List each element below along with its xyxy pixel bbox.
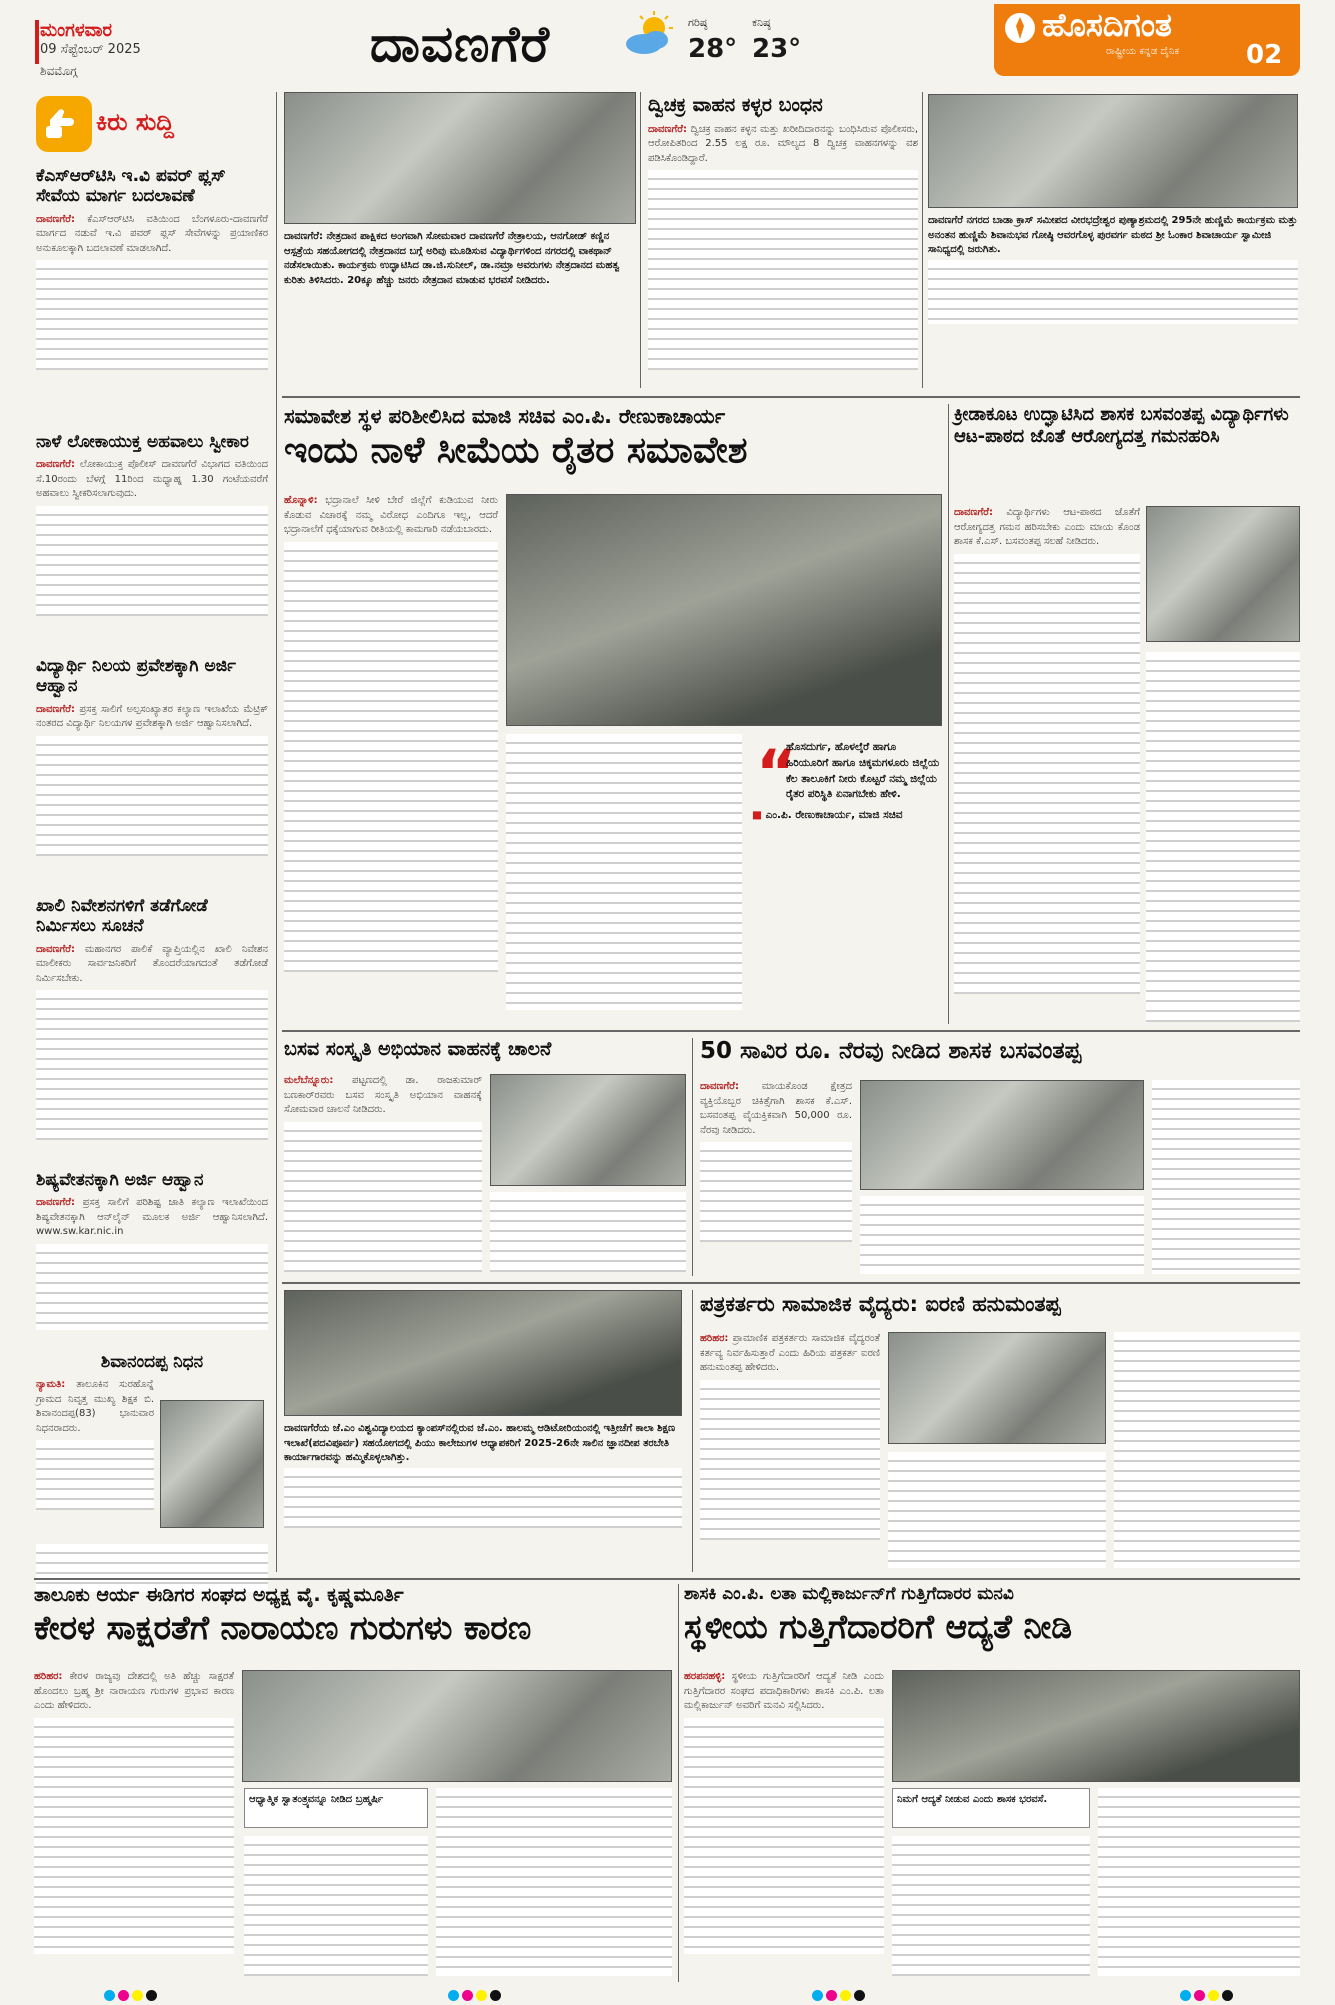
registration-marks (1180, 1986, 1236, 2005)
min-temp-label: ಕನಿಷ್ಠ (752, 16, 771, 29)
photo-caption: ದಾವಣಗೆರೆಯ ಜೆ.ಎಂ ವಿಶ್ವವಿದ್ಯಾಲಯದ ಕ್ಯಾಂಪಸ್‌ನಲ್ಲಿರುವ ಜೆ.ಎಂ. ಹಾಲಮ್ಮ ಆಡಿಟೋರಿಯಂನಲ್ಲಿ ಇತ್ತೀಚೆಗೆ ಕಾಲಾ ಶಿಕ್ಷಣ ಇಲಾಖೆ(ಪದವಿಪೂರ್ವ) ಸಹಯೋಗದಲ್ಲಿ ಪಿಯು ಕಾಲೇಜುಗಳ ಆಧ್ಯಾಪಕರಿಗೆ 2025-26ನೇ ಸಾಲಿನ ಜ್ಞಾನದೀಪ ತರಬೇತಿ ಕಾರ್ಯಾಗಾರವನ್ನು ಹಮ್ಮಿಕೊಳ್ಳಲಾಗಿತ್ತು. (284, 1423, 676, 1463)
headline: ಶಿಷ್ಯವೇತನಕ್ಕಾಗಿ ಅರ್ಜಿ ಆಹ್ವಾನ (36, 1170, 204, 1190)
brand-name: ಹೊಸದಿಗಂತ (1042, 6, 1172, 44)
dateline: ದಾವಣಗೆರೆ: (954, 507, 993, 518)
dateline: ದಾವಣಗೆರೆ: (36, 1197, 75, 1209)
article-body (928, 260, 1298, 324)
basava-body (284, 1074, 482, 1272)
masthead-day: ಮಂಗಳವಾರ (40, 20, 113, 41)
journalists-body (700, 1332, 880, 1540)
section-rule (282, 1282, 1300, 1284)
dateline: ದಾವಣಗೆರೆ: (36, 703, 75, 715)
highlight-text: ನಿಮಗೆ ಆದ್ಯತೆ ನೀಡುವ ಎಂದು ಶಾಸಕ ಭರವಸೆ. (897, 1794, 1048, 1805)
column-divider (276, 92, 277, 1572)
article-lead: ಪ್ರಾಮಾಣಿಕ ಪತ್ರಕರ್ತರು ಸಾಮಾಜಿಕ ವೈದ್ಯರಂತೆ ಕರ್ತವ್ಯ ನಿರ್ವಹಿಸುತ್ತಾರೆ ಎಂದು ಹಿರಿಯ ಪತ್ರಕರ್ತ ಐರಣಿ ಹನುಮಂತಪ್ಪ ಹೇಳಿದರು. (700, 1333, 880, 1373)
aid-story (700, 1038, 1300, 1066)
aid-body (700, 1080, 852, 1242)
column-divider (640, 92, 641, 388)
article-body (892, 1836, 1090, 1976)
lead-story-body (284, 494, 498, 972)
article-body (284, 1468, 682, 1528)
brand-logo-icon (1004, 12, 1036, 44)
headline: ಶಿವಾನಂದಪ್ಪ ನಿಧನ (100, 1352, 204, 1372)
brief-hostel (36, 656, 268, 856)
article-lead: ಪಟ್ಟಣದಲ್ಲಿ ಡಾ. ರಾಜಕುಮಾರ್ ಬಣಕಾರ್‌ರವರು ಬಸವ ಸಂಸ್ಕೃತಿ ಅಭಿಯಾನ ವಾಹನಕ್ಕೆ ಸೋಮವಾರ ಚಾಲನೆ ನೀಡಿದರು. (284, 1075, 482, 1115)
article-body (36, 990, 268, 1140)
obituary-portrait (160, 1400, 264, 1528)
article-body (284, 542, 498, 972)
headline: ನಾಳೆ ಲೋಕಾಯುಕ್ತ ಅಹವಾಲು ಸ್ವೀಕಾರ (36, 432, 249, 452)
journalists-story (700, 1292, 1300, 1317)
headline: ಕೇರಳ ಸಾಕ್ಷರತೆಗೆ ನಾರಾಯಣ ಗುರುಗಳು ಕಾರಣ (34, 1607, 532, 1647)
masthead-accent-bar (35, 20, 39, 64)
dateline: ಹರಪನಹಳ್ಳಿ: (684, 1671, 726, 1682)
max-temp-label: ಗರಿಷ್ಠ (688, 16, 708, 29)
registration-marks (812, 1986, 868, 2005)
brief-lokayukta (36, 432, 268, 616)
article-body (888, 1452, 1106, 1568)
dateline: ನ್ಯಾಮತಿ: (36, 1379, 66, 1391)
attribution-text: ಎಂ.ಪಿ. ರೇಣುಕಾಚಾರ್ಯ, ಮಾಜಿ ಸಚಿವ (765, 809, 903, 821)
kirusuddi-label: ಕಿರು ಸುದ್ದಿ (96, 108, 174, 136)
walkathon-story (284, 92, 636, 288)
lead-kicker: ಶಾಸಕಿ ಎಂ.ಪಿ. ಲತಾ ಮಲ್ಲಿಕಾರ್ಜುನ್‌ಗೆ ಗುತ್ತಿಗೆದಾರರ ಮನವಿ (684, 1584, 1014, 1604)
headline: ಕೆಎಸ್ಆರ್‌ಟಿಸಿ ಇ.ವಿ ಪವರ್ ಪ್ಲಸ್ ಸೇವೆಯ ಮಾರ್ಗ ಬದಲಾವಣೆ (36, 166, 226, 207)
section-rule (282, 1030, 1300, 1032)
masthead-date: 09 ಸೆಪ್ಟೆಂಬರ್ 2025 (40, 42, 141, 57)
column-divider (948, 404, 949, 1024)
article-lead: ಭದ್ರಾನಾಲೆ ಸೀಳಿ ಬೇರೆ ಜಿಲ್ಲೆಗೆ ಕುಡಿಯುವ ನೀರು ಕೊಡುವ ವಿಚಾರಕ್ಕೆ ನಮ್ಮ ವಿರೋಧ ಎಂದಿಗೂ ಇಲ್ಲ, ಆದರೆ ಭದ್ರಾನಾಲೆಗೆ ಧಕ್ಕೆಯಾಗುವ ರೀತಿಯಲ್ಲಿ ಕಾಮಗಾರಿ ನಡೆಯಬಾರದು. (284, 495, 498, 535)
satsang-story (928, 94, 1298, 324)
basava-story (284, 1038, 684, 1061)
pullquote-attribution (752, 809, 942, 822)
sports-story (954, 404, 1300, 447)
article-lead: ಲೋಕಾಯುಕ್ತ ಪೊಲೀಸ್ ದಾವಣಗೆರೆ ವಿಭಾಗದ ವತಿಯಿಂದ ಸೆ.10ರಂದು ಬೆಳಗ್ಗೆ 11ರಿಂದ ಮಧ್ಯಾಹ್ನ 1.30 ಗಂಟೆಯವರೆಗೆ ಅಹವಾಲು ಸ್ವೀಕರಿಸಲಾಗುವುದು. (36, 459, 268, 500)
article-lead: ತಾಲೂಕಿನ ಸುರಹೊನ್ನೆ ಗ್ರಾಮದ ನಿವೃತ್ತ ಮುಖ್ಯ ಶಿಕ್ಷಕ ಬಿ. ಶಿವಾನಂದಪ್ಪ(83) ಭಾನುವಾರ ನಿಧನರಾದರು. (36, 1379, 154, 1434)
article-body (36, 736, 268, 856)
farmers-meeting-photo (506, 494, 942, 726)
photo-caption: ದಾವಣಗೆರೆ: ನೇತ್ರದಾನ ಪಾಕ್ಷಿಕದ ಅಂಗವಾಗಿ ಸೋಮವಾರ ದಾವಣಗೆರೆ ನೇತ್ರಾಲಯ, ಆನಗೋಡ್ ಕಣ್ಣಿನ ಆಸ್ಪತ್ರೆಯ ಸಹಯೋಗದಲ್ಲಿ ನೇತ್ರದಾನದ ಬಗ್ಗೆ ಅರಿವು ಮೂಡಿಸುವ ವಿದ್ಯಾರ್ಥಿಗಳಿಂದ ನಗರದಲ್ಲಿ ವಾಕಥಾನ್ ನಡೆಸಲಾಯಿತು. ಕಾರ್ಯಕ್ರಮ ಉದ್ಘಾಟಿಸಿದ ಡಾ.ಜಿ.ಸುನೀಲ್, ಡಾ.ನಮ್ರಾ ಅವರುಗಳು ನೇತ್ರದಾನದ ಮಹತ್ವ ಕುರಿತು ತಿಳಿಸಿದರು. 20ಕ್ಕೂ ಹೆಚ್ಚು ಜನರು ನೇತ್ರದಾನ ಮಾಡುವ ಭರವಸೆ ನೀಡಿದರು. (284, 231, 620, 286)
highlight-text: ಆಧ್ಯಾತ್ಮಿಕ ಸ್ವಾತಂತ್ರ್ಯವನ್ನೂ ನೀಡಿದ ಬ್ರಹ್ಮರ್ಷಿ (249, 1794, 384, 1805)
article-lead: ಕೇರಳ ರಾಜ್ಯವು ದೇಶದಲ್ಲಿ ಅತಿ ಹೆಚ್ಚು ಸಾಕ್ಷರತೆ ಹೊಂದಲು ಬ್ರಹ್ಮ ಶ್ರೀ ನಾರಾಯಣ ಗುರುಗಳ ಪ್ರಭಾವ ಕಾರಣ ಎಂದು ಹೇಳಿದರು. (34, 1671, 234, 1711)
headline: 50 ಸಾವಿರ ರೂ. ನೆರವು ನೀಡಿದ ಶಾಸಕ ಬಸವಂತಪ್ಪ (700, 1038, 1082, 1064)
aid-photo (860, 1080, 1144, 1190)
contractors-body (684, 1670, 884, 1954)
sports-body (954, 506, 1140, 994)
kerala-body (34, 1670, 234, 1954)
section-rule (34, 1578, 1300, 1580)
article-lead: ಪ್ರಸಕ್ತ ಸಾಲಿಗೆ ಪರಿಶಿಷ್ಟ ಜಾತಿ ಕಲ್ಯಾಣ ಇಲಾಖೆಯಿಂದ ಶಿಷ್ಯವೇತನಕ್ಕಾಗಿ ಆನ್‌ಲೈನ್ ಮೂಲಕ ಅರ್ಜಿ ಆಹ್ವಾನಿಸಲಾಗಿದೆ. www.sw.kar.nic.in (36, 1197, 268, 1238)
lead-kicker: ಸಮಾವೇಶ ಸ್ಥಳ ಪರಿಶೀಲಿಸಿದ ಮಾಜಿ ಸಚಿವ ಎಂ.ಪಿ. ರೇಣುಕಾಚಾರ್ಯ (284, 404, 726, 428)
article-body (700, 1142, 852, 1242)
article-body (284, 1122, 482, 1272)
headline: ಖಾಲಿ ನಿವೇಶನಗಳಿಗೆ ತಡೆಗೋಡೆ ನಿರ್ಮಿಸಲು ಸೂಚನೆ (36, 896, 208, 937)
article-body (700, 1380, 880, 1540)
dateline: ದಾವಣಗೆರೆ: (36, 213, 75, 225)
article-body (244, 1836, 428, 1976)
headline: ಕ್ರೀಡಾಕೂಟ ಉದ್ಘಾಟಿಸಿದ ಶಾಸಕ ಬಸವಂತಪ್ಪ ವಿದ್ಯಾರ್ಥಿಗಳು ಆಟ-ಪಾಠದ ಜೊತೆ ಆರೋಗ್ಯದತ್ತ ಗಮನಹರಿಸಿ (954, 404, 1289, 447)
headline: ಬಸವ ಸಂಸ್ಕೃತಿ ಅಭಿಯಾನ ವಾಹನಕ್ಕೆ ಚಾಲನೆ (284, 1038, 552, 1060)
column-divider (692, 1038, 693, 1276)
pullquote (752, 736, 942, 822)
dateline: ದಾವಣಗೆರೆ: (648, 123, 687, 135)
article-body (1146, 652, 1300, 1022)
contractors-story (684, 1584, 1300, 1646)
column-divider (678, 1584, 679, 1982)
photo-caption: ದಾವಣಗೆರೆ ನಗರದ ಬಾಡಾ ಕ್ರಾಸ್ ಸಮೀಪದ ವೀರಭದ್ರೇಶ್ವರ ಪುಣ್ಯಾಶ್ರಮದಲ್ಲಿ 295ನೇ ಹುಣ್ಣಿಮೆ ಕಾರ್ಯಕ್ರಮ ಮತ್ತು ಅನಂತನ ಹುಣ್ಣಿಮೆ ಶಿವಾನುಭವ ಗೋಷ್ಠಿ ಆವರಗೊಳ್ಳ ಪುರವರ್ಗ ಮಠದ ಶ್ರೀ ಓಂಕಾರ ಶಿವಾಚಾರ್ಯ ಸ್ವಾಮೀಜಿ ಸಾನಿಧ್ಯದಲ್ಲಿ ಜರುಗಿತು. (928, 215, 1298, 255)
page-number: 02 (1246, 40, 1283, 70)
pointing-hand-icon (36, 96, 92, 152)
dateline: ಮಲೆಬೆನ್ನೂರು: (284, 1075, 334, 1086)
obituary (36, 1352, 268, 1592)
article-body (36, 506, 268, 616)
article-body (490, 1192, 686, 1272)
dateline: ಹರಿಹರ: (700, 1333, 729, 1344)
headline: ಸ್ಥಳೀಯ ಗುತ್ತಿಗೆದಾರರಿಗೆ ಆದ್ಯತೆ ನೀಡಿ (684, 1607, 1073, 1647)
dateline: ಹರಿಹರ: (34, 1671, 63, 1682)
section-rule (282, 396, 1300, 398)
dateline: ದಾವಣಗೆರೆ: (36, 459, 75, 471)
lead-story (284, 404, 944, 471)
kerala-photo (242, 1670, 672, 1782)
contractors-highlight-box (892, 1788, 1090, 1828)
square-bullet-icon: ■ (752, 809, 766, 821)
article-body (36, 260, 268, 370)
basava-vehicle-photo (490, 1074, 686, 1186)
sports-photo (1146, 506, 1300, 642)
kerala-highlight-box (244, 1788, 428, 1828)
walkathon-photo (284, 92, 636, 224)
registration-marks (104, 1986, 160, 2005)
brief-scholarship (36, 1170, 268, 1330)
article-body (436, 1788, 672, 1976)
brand-tagline: ರಾಷ್ಟ್ರೀಯ ಕನ್ನಡ ದೈನಿಕ (1106, 46, 1179, 57)
pullquote-text: ಹೊಸದುರ್ಗ, ಹೊಳಲ್ಕೆರೆ ಹಾಗೂ ಹಿರಿಯೂರಿಗೆ ಹಾಗೂ ಚಿಕ್ಕಮಗಳೂರು ಜಿಲ್ಲೆಯ ಕೆಲ ತಾಲೂಕಿಗೆ ನೀರು ಕೊಟ್ಟರೆ ನಮ್ಮ ಜಿಲ್ಲೆಯ ರೈತರ ಪರಿಸ್ಥಿತಿ ಏನಾಗಬೇಕು ಹೇಳಿ. (786, 741, 940, 801)
article-lead: ಪ್ರಸಕ್ತ ಸಾಲಿಗೆ ಅಲ್ಪಸಂಖ್ಯಾತರ ಕಲ್ಯಾಣ ಇಲಾಖೆಯ ಮೆಟ್ರಿಕ್ ನಂತರದ ವಿದ್ಯಾರ್ಥಿ ನಿಲಯಗಳ ಪ್ರವೇಶಕ್ಕಾಗಿ ಅರ್ಜಿ ಆಹ್ವಾನಿಸಲಾಗಿದೆ. (36, 703, 268, 730)
article-body (1114, 1332, 1300, 1568)
article-lead: ಕೆಎಸ್ಆರ್‌ಟಿಸಿ ವತಿಯಿಂದ ಬೆಂಗಳೂರು-ದಾವಣಗೆರೆ ಮಾರ್ಗದ ನಡುವೆ ಇ.ವಿ ಪವರ್ ಪ್ಲಸ್ ಸೇವೆಗಳನ್ನು ಪ್ರಯಾಣಿಕರ ಅನುಕೂಲಕ್ಕಾಗಿ ಬದಲಾವಣೆ ಮಾಡಲಾಗಿದೆ. (36, 213, 268, 254)
lead-kicker: ತಾಲೂಕು ಆರ್ಯ ಈಡಿಗರ ಸಂಘದ ಅಧ್ಯಕ್ಷ ವೈ. ಕೃಷ್ಣಮೂರ್ತಿ (34, 1584, 404, 1606)
dateline: ದಾವಣಗೆರೆ: (36, 943, 75, 955)
kerala-story (34, 1584, 674, 1647)
brief-ksrtc (36, 166, 268, 370)
registration-marks (448, 1986, 504, 2005)
masthead-edition: ಶಿವಮೊಗ್ಗ (40, 64, 78, 78)
contractors-photo (892, 1670, 1300, 1782)
lead-story-body-2 (506, 734, 742, 1010)
lead-headline: ಇಂದು ನಾಳೆ ಸೀಮೆಯ ರೈತರ ಸಮಾವೇಶ (284, 429, 748, 471)
brief-vacant-sites (36, 896, 268, 1140)
satsang-photo (928, 94, 1298, 208)
journalists-photo (888, 1332, 1106, 1444)
dateline: ದಾವಣಗೆರೆ: (700, 1081, 739, 1092)
article-lead: ಮಹಾನಗರ ಪಾಲಿಕೆ ವ್ಯಾಪ್ತಿಯಲ್ಲಿನ ಖಾಲಿ ನಿವೇಶನ ಮಾಲೀಕರು ಸಾರ್ವಜನಿಕರಿಗೆ ತೊಂದರೆಯಾಗದಂತೆ ತಡೆಗೋಡೆ ನಿರ್ಮಿಸಬೇಕು. (36, 943, 268, 984)
article-body (36, 1244, 268, 1330)
article-body (34, 1718, 234, 1954)
partly-cloudy-icon (620, 10, 680, 60)
article-body (860, 1196, 1144, 1274)
min-temp-value: 23° (752, 34, 802, 64)
training-workshop-photo (284, 1290, 682, 1416)
masthead (0, 0, 1335, 86)
quote-icon: “ (756, 736, 797, 809)
column-divider (692, 1290, 693, 1572)
article-body (684, 1718, 884, 1954)
article-lead: ಸ್ಥಳೀಯ ಗುತ್ತಿಗೆದಾರರಿಗೆ ಆದ್ಯತೆ ನೀಡಿ ಎಂದು ಗುತ್ತಿಗೆದಾರರ ಸಂಘದ ಪದಾಧಿಕಾರಿಗಳು ಶಾಸಕಿ ಎಂ.ಪಿ. ಲತಾ ಮಲ್ಲಿಕಾರ್ಜುನ್ ಅವರಿಗೆ ಮನವಿ ಸಲ್ಲಿಸಿದರು. (684, 1671, 884, 1711)
article-body (1152, 1080, 1300, 1274)
article-body (954, 554, 1140, 994)
article-body (36, 1440, 154, 1510)
max-temp-value: 28° (688, 34, 738, 64)
masthead-city: ದಾವಣಗೆರೆ (370, 14, 550, 73)
article-body (648, 170, 918, 370)
kirusuddi-badge (36, 96, 92, 152)
article-lead: ದ್ವಿಚಕ್ರ ವಾಹನ ಕಳ್ಳನ ಮತ್ತು ಖರೀದಿದಾರನನ್ನು ಬಂಧಿಸಿರುವ ಪೊಲೀಸರು, ಆರೋಪಿತರಿಂದ 2.55 ಲಕ್ಷ ರೂ. ಮೌಲ್ಯದ 8 ದ್ವಿಚಕ್ರ ವಾಹನಗಳನ್ನು ವಶ ಪಡಿಸಿಕೊಂಡಿದ್ದಾರೆ. (648, 123, 918, 164)
headline: ವಿದ್ಯಾರ್ಥಿ ನಿಲಯ ಪ್ರವೇಶಕ್ಕಾಗಿ ಅರ್ಜಿ ಆಹ್ವಾನ (36, 656, 236, 697)
bike-theft-story (648, 94, 918, 370)
headline: ಪತ್ರಕರ್ತರು ಸಾಮಾಜಿಕ ವೈದ್ಯರು: ಐರಣಿ ಹನುಮಂತಪ್ಪ (700, 1292, 1061, 1316)
college-story (284, 1290, 682, 1528)
dateline: ಹೊನ್ನಾಳಿ: (284, 495, 318, 506)
article-body (506, 734, 742, 1010)
headline: ದ್ವಿಚಕ್ರ ವಾಹನ ಕಳ್ಳರ ಬಂಧನ (648, 94, 823, 116)
column-divider (922, 92, 923, 388)
article-lead: ವಿದ್ಯಾರ್ಥಿಗಳು ಆಟ-ಪಾಠದ ಜೊತೆಗೆ ಆರೋಗ್ಯದತ್ತ ಗಮನ ಹರಿಸಬೇಕು ಎಂದು ಮಾಯ ಕೊಂಡ ಶಾಸಕ ಕೆ.ಎಸ್. ಬಸವಂತಪ್ಪ ಸಲಹೆ ನೀಡಿದರು. (954, 507, 1140, 547)
article-lead: ಮಾಯಕೊಂಡ ಕ್ಷೇತ್ರದ ವ್ಯಕ್ತಿಯೊಬ್ಬರ ಚಿಕಿತ್ಸೆಗಾಗಿ ಶಾಸಕ ಕೆ.ಎಸ್. ಬಸವಂತಪ್ಪ ವೈಯಕ್ತಿಕವಾಗಿ 50,000 ರೂ. ನೆರವು ನೀಡಿದರು. (700, 1081, 852, 1136)
article-body (1098, 1788, 1300, 1976)
